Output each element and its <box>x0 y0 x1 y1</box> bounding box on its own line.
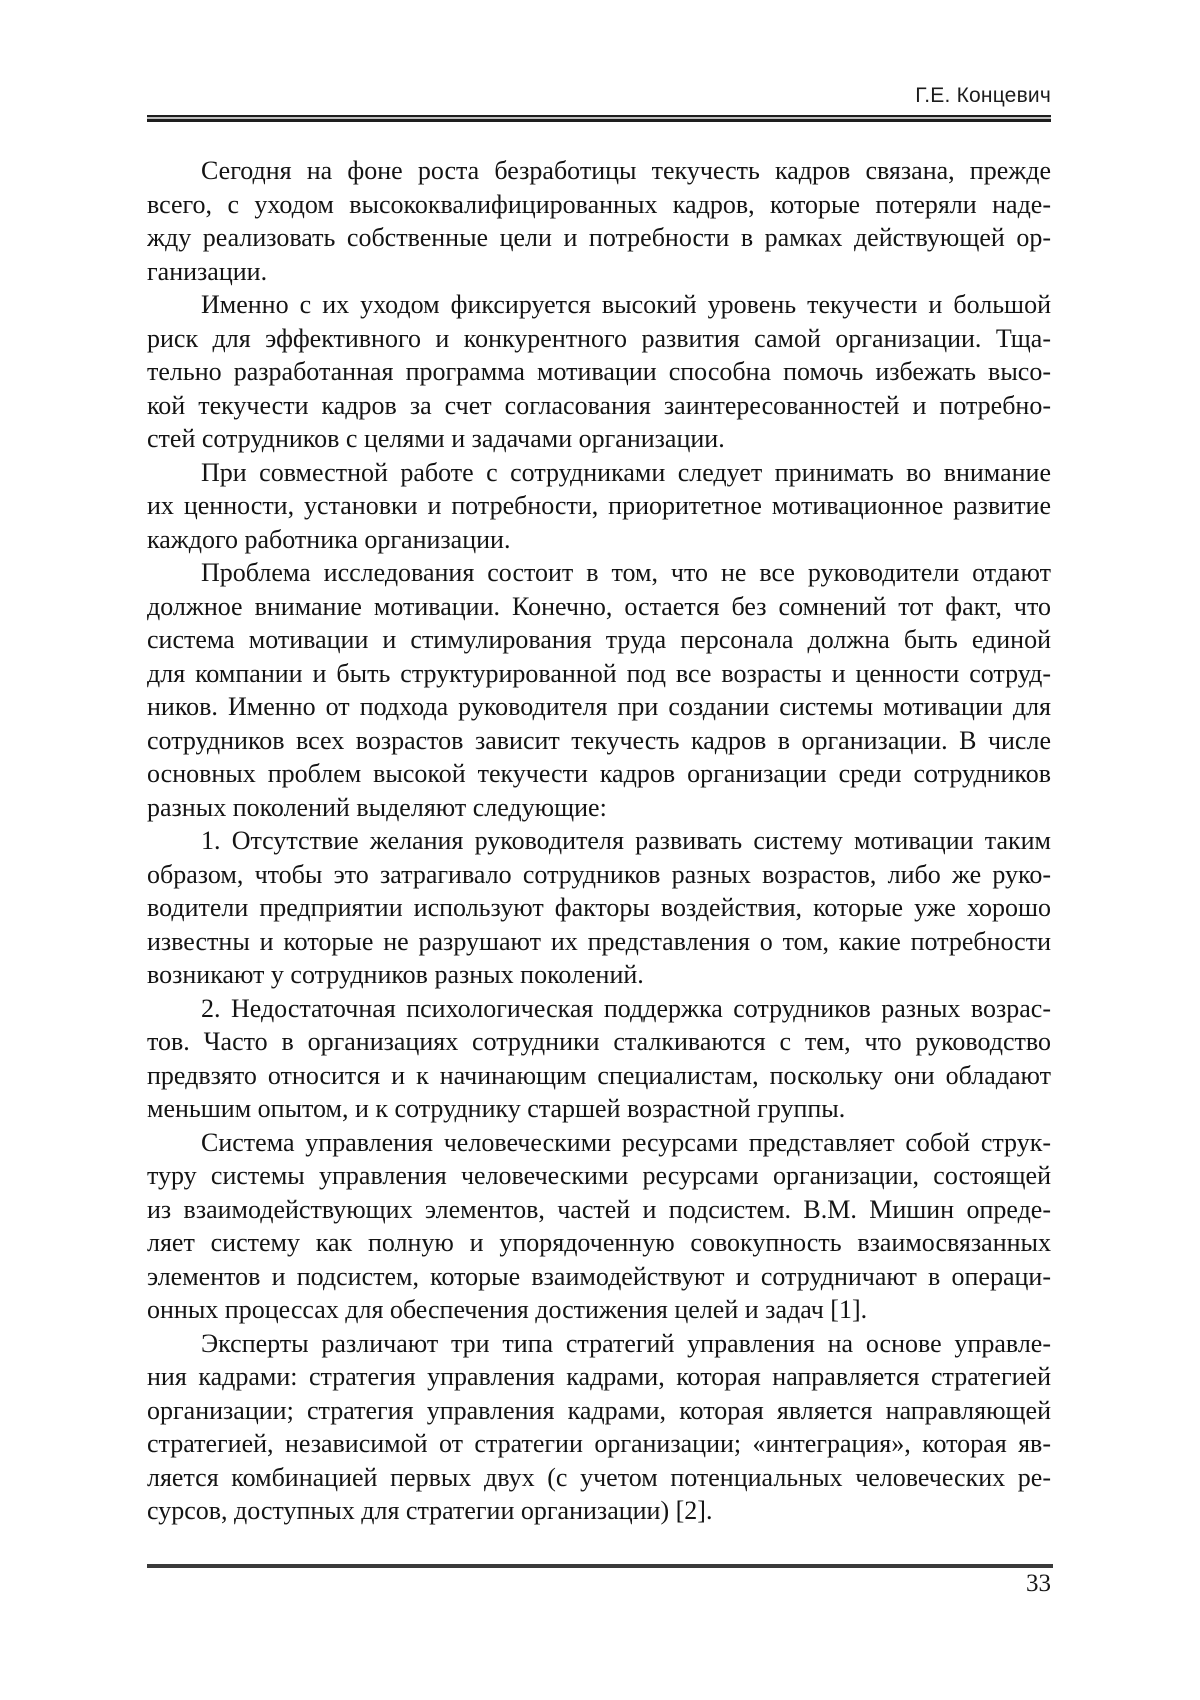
text-line: Эксперты различают три типа стратегий управления на основе управле- <box>201 1328 1051 1358</box>
text-line: образом, чтобы это затрагивало сотрудников разных возрастов, либо же руко- <box>147 859 1051 889</box>
text-line: тов. Часто в организациях сотрудники сталкиваются с тем, что руководство <box>147 1027 1051 1056</box>
text-line: онных процессах для обеспечения достижения целей и задач [1]. <box>147 1295 868 1324</box>
text-line: Проблема исследования состоит в том, что не все руководители отдают <box>201 558 1051 587</box>
text-line: возникают у сотрудников разных поколений. <box>147 960 644 989</box>
text-line: водители предприятии используют факторы воздействия, которые уже хорошо <box>147 893 1051 922</box>
text-line: ния кадрами: стратегия управления кадрами, которая направляется стратегией <box>147 1362 1051 1391</box>
text-line: ляет систему как полную и упорядоченную совокупность взаимосвязанных <box>147 1228 1051 1257</box>
text-line: для компании и быть структурированной под все возрасты и ценности сотруд- <box>147 658 1051 688</box>
text-line: 2. Недостаточная психологическая поддержка сотрудников разных возрас- <box>201 993 1051 1023</box>
text-line: из взаимодействующих элементов, частей и подсистем. В.М. Мишин опреде- <box>147 1194 1051 1224</box>
text-line: известны и которые не разрушают их представления о том, какие потребности <box>147 926 1051 956</box>
text-line: ников. Именно от подхода руководителя при создании системы мотивации для <box>147 692 1051 721</box>
text-line: сурсов, доступных для стратегии организации) [2]. <box>147 1496 713 1525</box>
text-line: их ценности, установки и потребности, приоритетное мотивационное развитие <box>147 491 1051 520</box>
paragraph <box>147 288 1051 456</box>
paragraph <box>147 154 1051 288</box>
text-line: кой текучести кадров за счет согласования заинтересованностей и потребно- <box>147 390 1051 420</box>
paragraph <box>147 1327 1051 1528</box>
text-line: ляется комбинацией первых двух (с учетом потенциальных человеческих ре- <box>147 1462 1051 1492</box>
text-line: должное внимание мотивации. Конечно, остается без сомнений тот факт, что <box>147 591 1051 621</box>
text-line: сотрудников всех возрастов зависит текучесть кадров в организации. В числе <box>147 725 1051 755</box>
text-line: Система управления человеческими ресурсами представляет собой струк- <box>201 1127 1051 1157</box>
text-line: система мотивации и стимулирования труда персонала должна быть единой <box>147 625 1051 654</box>
text-line: Именно с их уходом фиксируется высокий уровень текучести и большой <box>201 290 1051 319</box>
text-line: туру системы управления человеческими ресурсами организации, состоящей <box>147 1161 1051 1190</box>
running-head-author: Г.Е. Концевич <box>915 84 1051 107</box>
text-line: стратегией, независимой от стратегии организации; «интеграция», которая яв- <box>147 1429 1051 1458</box>
footer-rule <box>147 1564 1053 1568</box>
text-line: всего, с уходом высококвалифицированных кадров, которые потеряли наде- <box>147 189 1051 219</box>
text-line: основных проблем высокой текучести кадров организации среди сотрудников <box>147 759 1051 788</box>
text-line: разных поколений выделяют следующие: <box>147 792 607 822</box>
text-line: жду реализовать собственные цели и потребности в рамках действующей ор- <box>147 223 1051 252</box>
body-text <box>147 154 1051 1528</box>
paragraph <box>147 992 1051 1126</box>
paragraph <box>147 456 1051 557</box>
page-header <box>147 84 1051 122</box>
text-line: предвзято относится и к начинающим специалистам, поскольку они обладают <box>147 1060 1051 1090</box>
text-line: элементов и подсистем, которые взаимодействуют и сотрудничают в операци- <box>147 1261 1051 1291</box>
text-line: Сегодня на фоне роста безработицы текучесть кадров связана, прежде <box>201 156 1051 185</box>
text-line: 1. Отсутствие желания руководителя развивать систему мотивации таким <box>201 826 1051 855</box>
paragraph <box>147 1126 1051 1327</box>
header-rule <box>147 115 1051 122</box>
page-number: 33 <box>1026 1570 1051 1597</box>
text-line: ганизации. <box>147 256 268 286</box>
text-line: При совместной работе с сотрудниками следует принимать во внимание <box>201 457 1051 487</box>
text-line: организации; стратегия управления кадрами, которая является направляющей <box>147 1395 1051 1425</box>
paragraph <box>147 824 1051 992</box>
text-line: тельно разработанная программа мотивации способна помочь избежать высо- <box>147 357 1051 386</box>
text-line: каждого работника организации. <box>147 524 511 554</box>
text-line: риск для эффективного и конкурентного развития самой организации. Тща- <box>147 323 1051 353</box>
paragraph <box>147 556 1051 824</box>
text-line: меньшим опытом, и к сотруднику старшей возрастной группы. <box>147 1094 846 1123</box>
text-line: стей сотрудников с целями и задачами организации. <box>147 424 725 453</box>
